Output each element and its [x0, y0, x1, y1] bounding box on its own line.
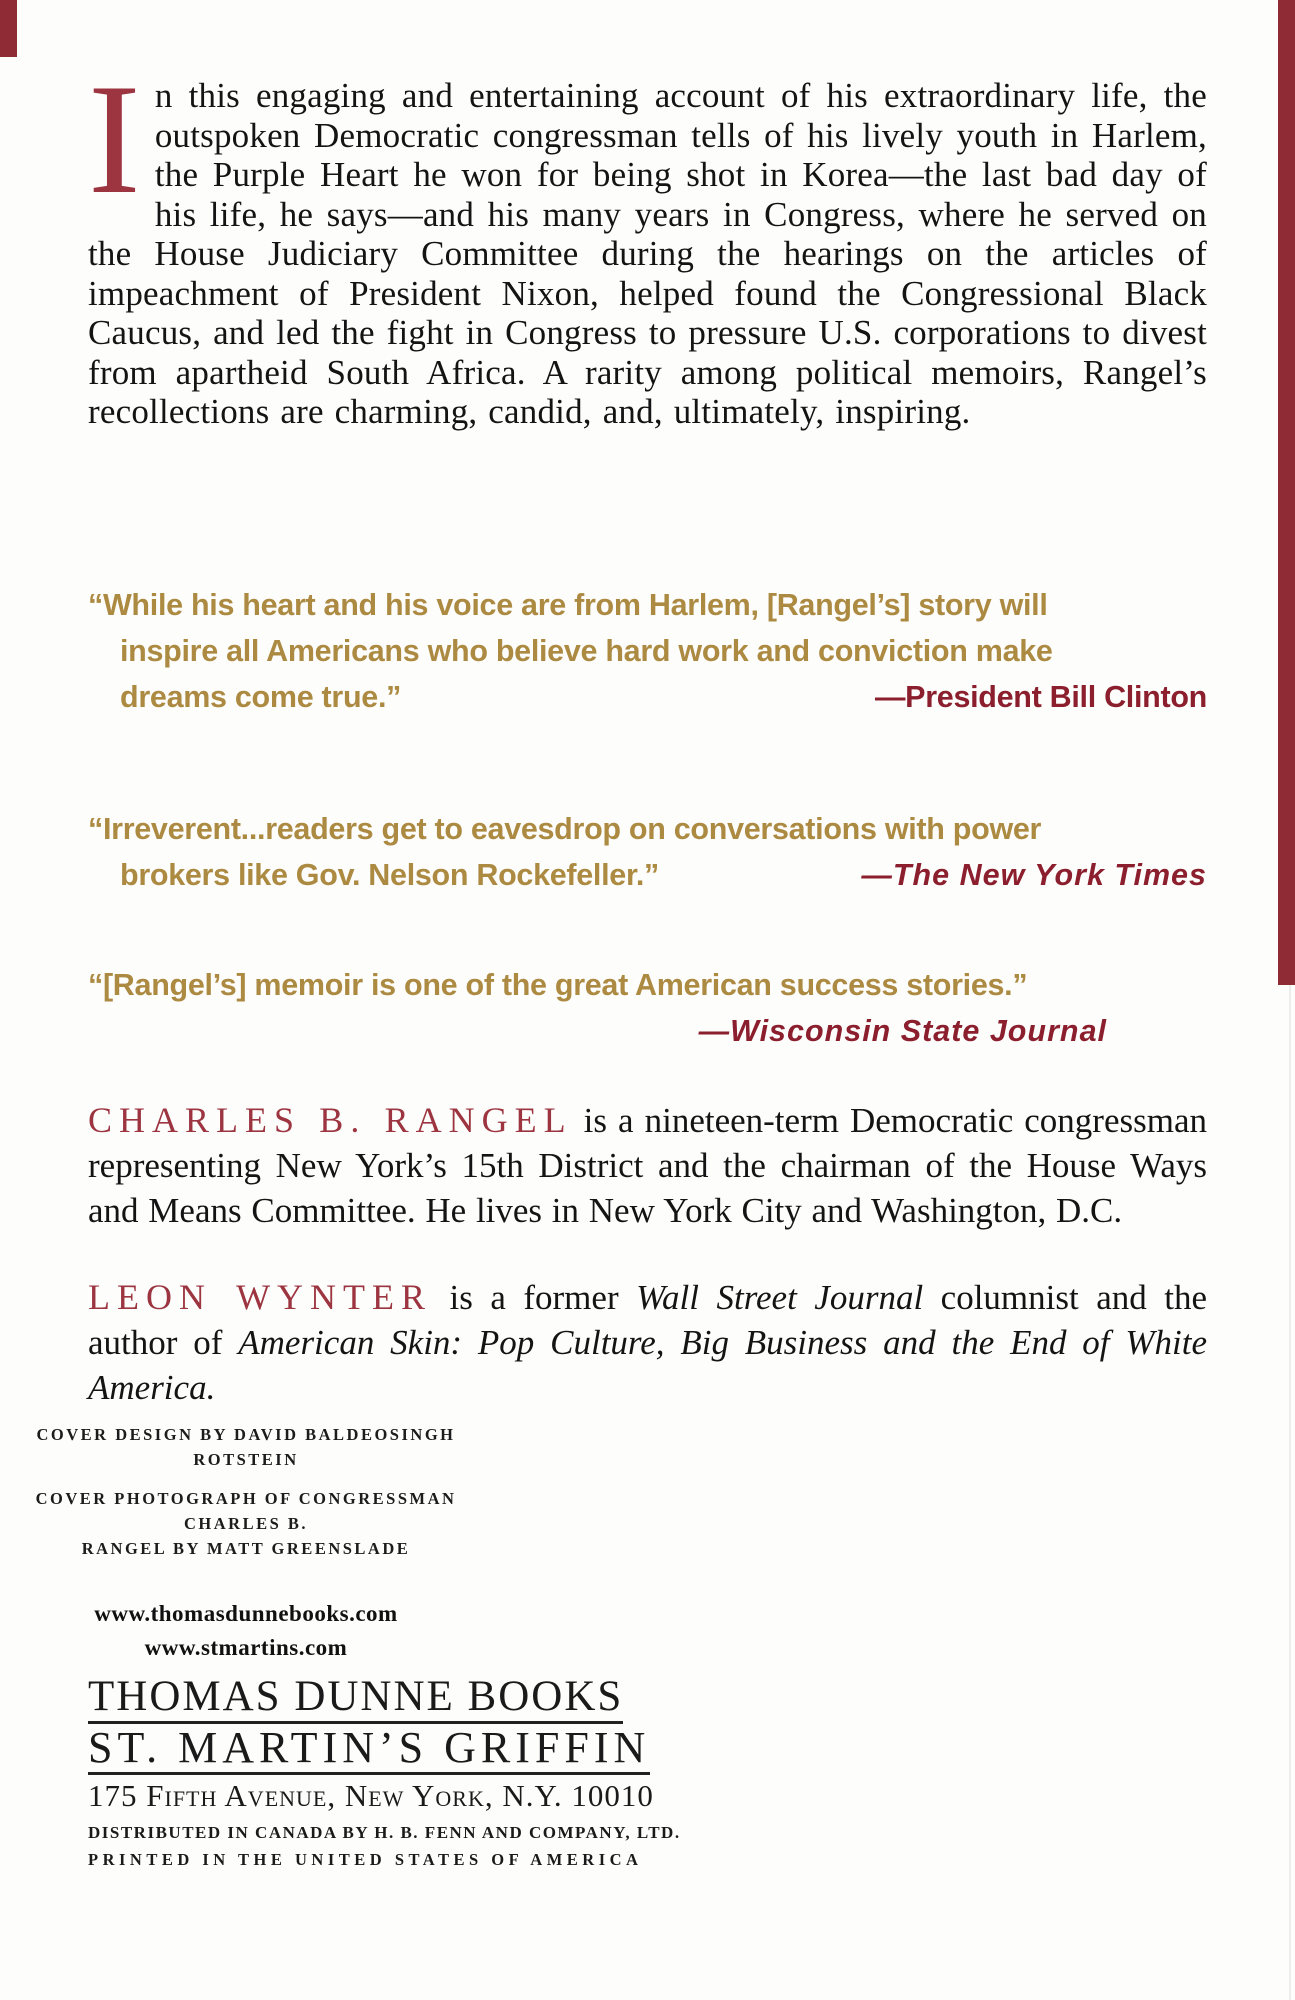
quote-attribution-line: [88, 1008, 1207, 1054]
bio-leon-wynter: [88, 1275, 1207, 1410]
quote-attribution-clinton: —President Bill Clinton: [874, 679, 1207, 714]
bio-name-rangel: CHARLES B. RANGEL: [88, 1099, 573, 1140]
imprint-thomas-dunne-books: THOMAS DUNNE BOOKS: [88, 1675, 623, 1724]
cover-edge-strip-left: [0, 0, 17, 57]
quote-last-line: [88, 852, 1207, 898]
bio-name-wynter: LEON WYNTER: [88, 1276, 433, 1317]
bio-text-wynter-2: columnist and the author of: [88, 1277, 1207, 1362]
printed-in-usa-note: PRINTED IN THE UNITED STATES OF AMERICA: [88, 1849, 643, 1869]
publisher-address: 175 Fifth Avenue, New York, N.Y. 10010: [88, 1777, 654, 1813]
scan-edge-line: [1289, 985, 1291, 2000]
quote-line: brokers like Gov. Nelson Rockefeller.”: [120, 857, 659, 892]
bio-charles-rangel: [88, 1098, 1207, 1233]
cover-edge-strip-right: [1278, 0, 1295, 985]
bio-text-rangel: is a nineteen-term Democratic congressman representing New York’s 15th District and the chairman of the House Ways and Means Committee. He lives in New York City and Washington, D.C.: [88, 1100, 1207, 1230]
quote-wisconsin-state-journal: [88, 962, 1207, 1054]
bio-text-wynter-1: is a former: [432, 1277, 637, 1317]
intro-paragraph: [88, 52, 1207, 432]
publisher-urls: [0, 1597, 492, 1665]
cover-photo-credit-line1: COVER PHOTOGRAPH OF CONGRESSMAN CHARLES B.: [35, 1488, 457, 1533]
intro-text: n this engaging and entertaining account of his extraordinary life, the outspoken Democratic congressman tells of his lively youth in Harlem, the Purple Heart he won for being shot in Korea—the last bad day of his life, he says—and his many years in Congress, where he served on the House Judiciary Committee during the hearings on the articles of impeachment of President Nixon, helped found the Congressional Black Caucus, and led the fight in Congress to pressure U.S. corporations to divest from apartheid South Africa. A rarity among political memoirs, Rangel’s recollections are charming, candid, and, ultimately, inspiring.: [88, 76, 1207, 431]
quote-line: dreams come true.”: [120, 679, 402, 714]
cover-design-credit: COVER DESIGN BY DAVID BALDEOSINGH ROTSTEIN: [36, 1424, 456, 1469]
quote-attribution-nyt: —The New York Times: [861, 857, 1207, 892]
quote-line: “Irreverent...readers get to eavesdrop on conversations with power: [88, 811, 1042, 846]
quote-line: inspire all Americans who believe hard work and conviction make: [120, 633, 1053, 668]
quote-clinton: [88, 582, 1207, 720]
dropcap-letter: I: [88, 52, 141, 227]
url-stmartins: www.stmartins.com: [144, 1634, 348, 1660]
cover-credits: [0, 1422, 492, 1561]
quote-line: “While his heart and his voice are from Harlem, [Rangel’s] story will: [88, 587, 1048, 622]
quote-last-line: [88, 674, 1207, 720]
imprint-st-martins-griffin: ST. MARTIN’S GRIFFIN: [88, 1726, 650, 1775]
cover-photo-credit-line2: RANGEL BY MATT GREENSLADE: [81, 1538, 411, 1558]
quote-attribution-wsj: —Wisconsin State Journal: [698, 1013, 1107, 1048]
publisher-block: [88, 1672, 1207, 1871]
back-cover-content: [35, 0, 1207, 1871]
bio-italic-wsj-title: Wall Street Journal: [636, 1277, 924, 1317]
distribution-note: DISTRIBUTED IN CANADA BY H. B. FENN AND COMPANY, LTD.: [88, 1822, 681, 1842]
credit-spacer: [0, 1472, 492, 1486]
url-thomasdunnebooks: www.thomasdunnebooks.com: [94, 1600, 398, 1626]
quote-line: “[Rangel’s] memoir is one of the great American success stories.”: [88, 967, 1028, 1002]
bio-italic-book-title: American Skin: Pop Culture, Big Business and the End of White America.: [88, 1322, 1207, 1407]
quote-new-york-times: [88, 806, 1207, 898]
